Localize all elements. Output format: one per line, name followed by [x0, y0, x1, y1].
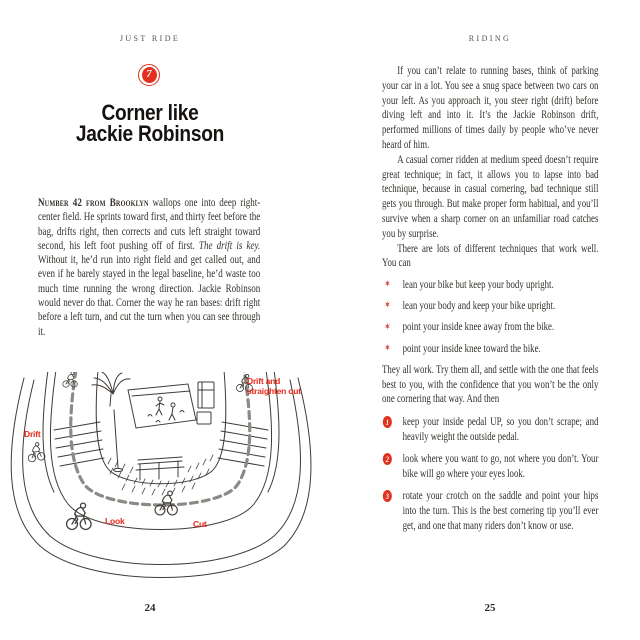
body-paragraph: There are lots of different techniques that work well. You can: [382, 241, 599, 270]
page-number-right: 25: [484, 602, 496, 614]
chapter-title-line2: Jackie Robinson: [75, 120, 225, 146]
label-look: Look: [105, 516, 125, 526]
left-body-text: [38, 196, 260, 339]
list-item: [382, 489, 598, 533]
star-bullet-icon: ✶: [384, 300, 391, 312]
list-item-text: keep your inside pedal UP, so you don’t scrape; and heavily weight the outside pedal.: [402, 414, 599, 443]
star-bullet-icon: ✶: [384, 343, 391, 355]
chapter-number: 7: [142, 67, 157, 83]
body-paragraph: A casual corner ridden at medium speed doesn’t require great technique; in fact, it allows you to lapse into bad technique, because in casual cornering, bad technique still gets you through. But make proper form habitual, and you’ll survive when a sharp corner on an unfamiliar road catches you by surprise.: [382, 152, 599, 240]
sidewalk-inner-left: [43, 372, 54, 492]
kiosk: [197, 382, 214, 424]
pedestrians: [148, 397, 184, 422]
technique-list: [382, 278, 598, 357]
list-item-text: rotate your crotch on the saddle and point your hips into the turn. This is the best cornering tip you’ll ever get, and one that many riders don’t know or use.: [402, 488, 599, 532]
corner-illustration-drawing: [10, 372, 312, 596]
running-head-right: RIDING: [468, 34, 512, 43]
star-bullet-icon: ✶: [384, 279, 391, 291]
body-text-run: Without it, he’d run into right field and get called out, and even if he barely stayed in the legal baseline, he’d waste too much time running the wrong direction. Jackie Robinson would never do that. Corner the way he ran bases: drift right before a left turn, and cut the turn when you can see through it.: [38, 253, 261, 338]
list-item: [382, 415, 598, 445]
outer-curb: [11, 378, 311, 578]
number-badge: 2: [383, 453, 392, 465]
number-badge: 1: [383, 416, 392, 428]
list-item-text: lean your bike but keep your body upright.: [402, 277, 554, 291]
page-number-left: 24: [144, 602, 156, 614]
list-item: [382, 278, 598, 293]
label-drift: Drift: [24, 429, 41, 439]
bench: [136, 457, 184, 480]
chapter-title: [24, 100, 276, 146]
label-cut: Cut: [193, 519, 207, 529]
list-item: [382, 299, 598, 314]
body-paragraph: If you can’t relate to running bases, think of parking your car in a lot. You see a snug space between two cars on your left. As you approach it, you steer right (drift) before diving left and into it. It’s the Jackie Robinson drift, performed millions of times daily by people who’ve never heard of him.: [382, 64, 599, 151]
list-item: [382, 342, 598, 357]
right-body-text: [382, 64, 598, 541]
body-paragraph: [38, 196, 260, 339]
list-item: [382, 452, 598, 482]
right-page: [320, 0, 640, 640]
outer-curb-2: [23, 380, 301, 565]
list-item-text: look where you want to go, not where you don’t. Your bike will go where your eyes look.: [402, 451, 599, 480]
corner-illustration: [10, 372, 312, 596]
list-item-text: lean your body and keep your bike upright.: [402, 298, 556, 312]
label-drift-straighten: Drift and straighten out: [247, 376, 301, 396]
grass: [108, 455, 213, 495]
chapter-title-line1: Corner like: [101, 100, 199, 125]
chapter-badge: [138, 64, 160, 86]
cyclist-drifting: [26, 442, 46, 463]
italic-phrase: The drift is key.: [198, 238, 261, 252]
number-badge: 3: [383, 490, 392, 502]
tree-and-pole: [92, 372, 130, 472]
list-item-text: point your inside knee away from the bike.: [402, 320, 555, 334]
cyclist-cutting: [155, 491, 177, 515]
cornering-tips-list: [382, 415, 598, 534]
island-plaza: [128, 384, 196, 428]
star-bullet-icon: ✶: [384, 321, 391, 333]
running-head-left: JUST RIDE: [119, 34, 181, 43]
body-paragraph: They all work. Try them all, and settle with the one that feels best to you, with the confidence that you won’t be the only one cornering that way. And then: [382, 362, 599, 406]
body-text-run: wallops one into deep right-center field. He sprints toward first, and thirty feet before the bag, drifts right, then corrects and cuts left straight toward second, his left foot pushing off of first.: [38, 196, 261, 252]
list-item: [382, 320, 598, 335]
smallcaps-lead: Number 42 from Brooklyn: [38, 196, 149, 209]
list-item-text: point your inside knee toward the bike.: [402, 341, 541, 355]
